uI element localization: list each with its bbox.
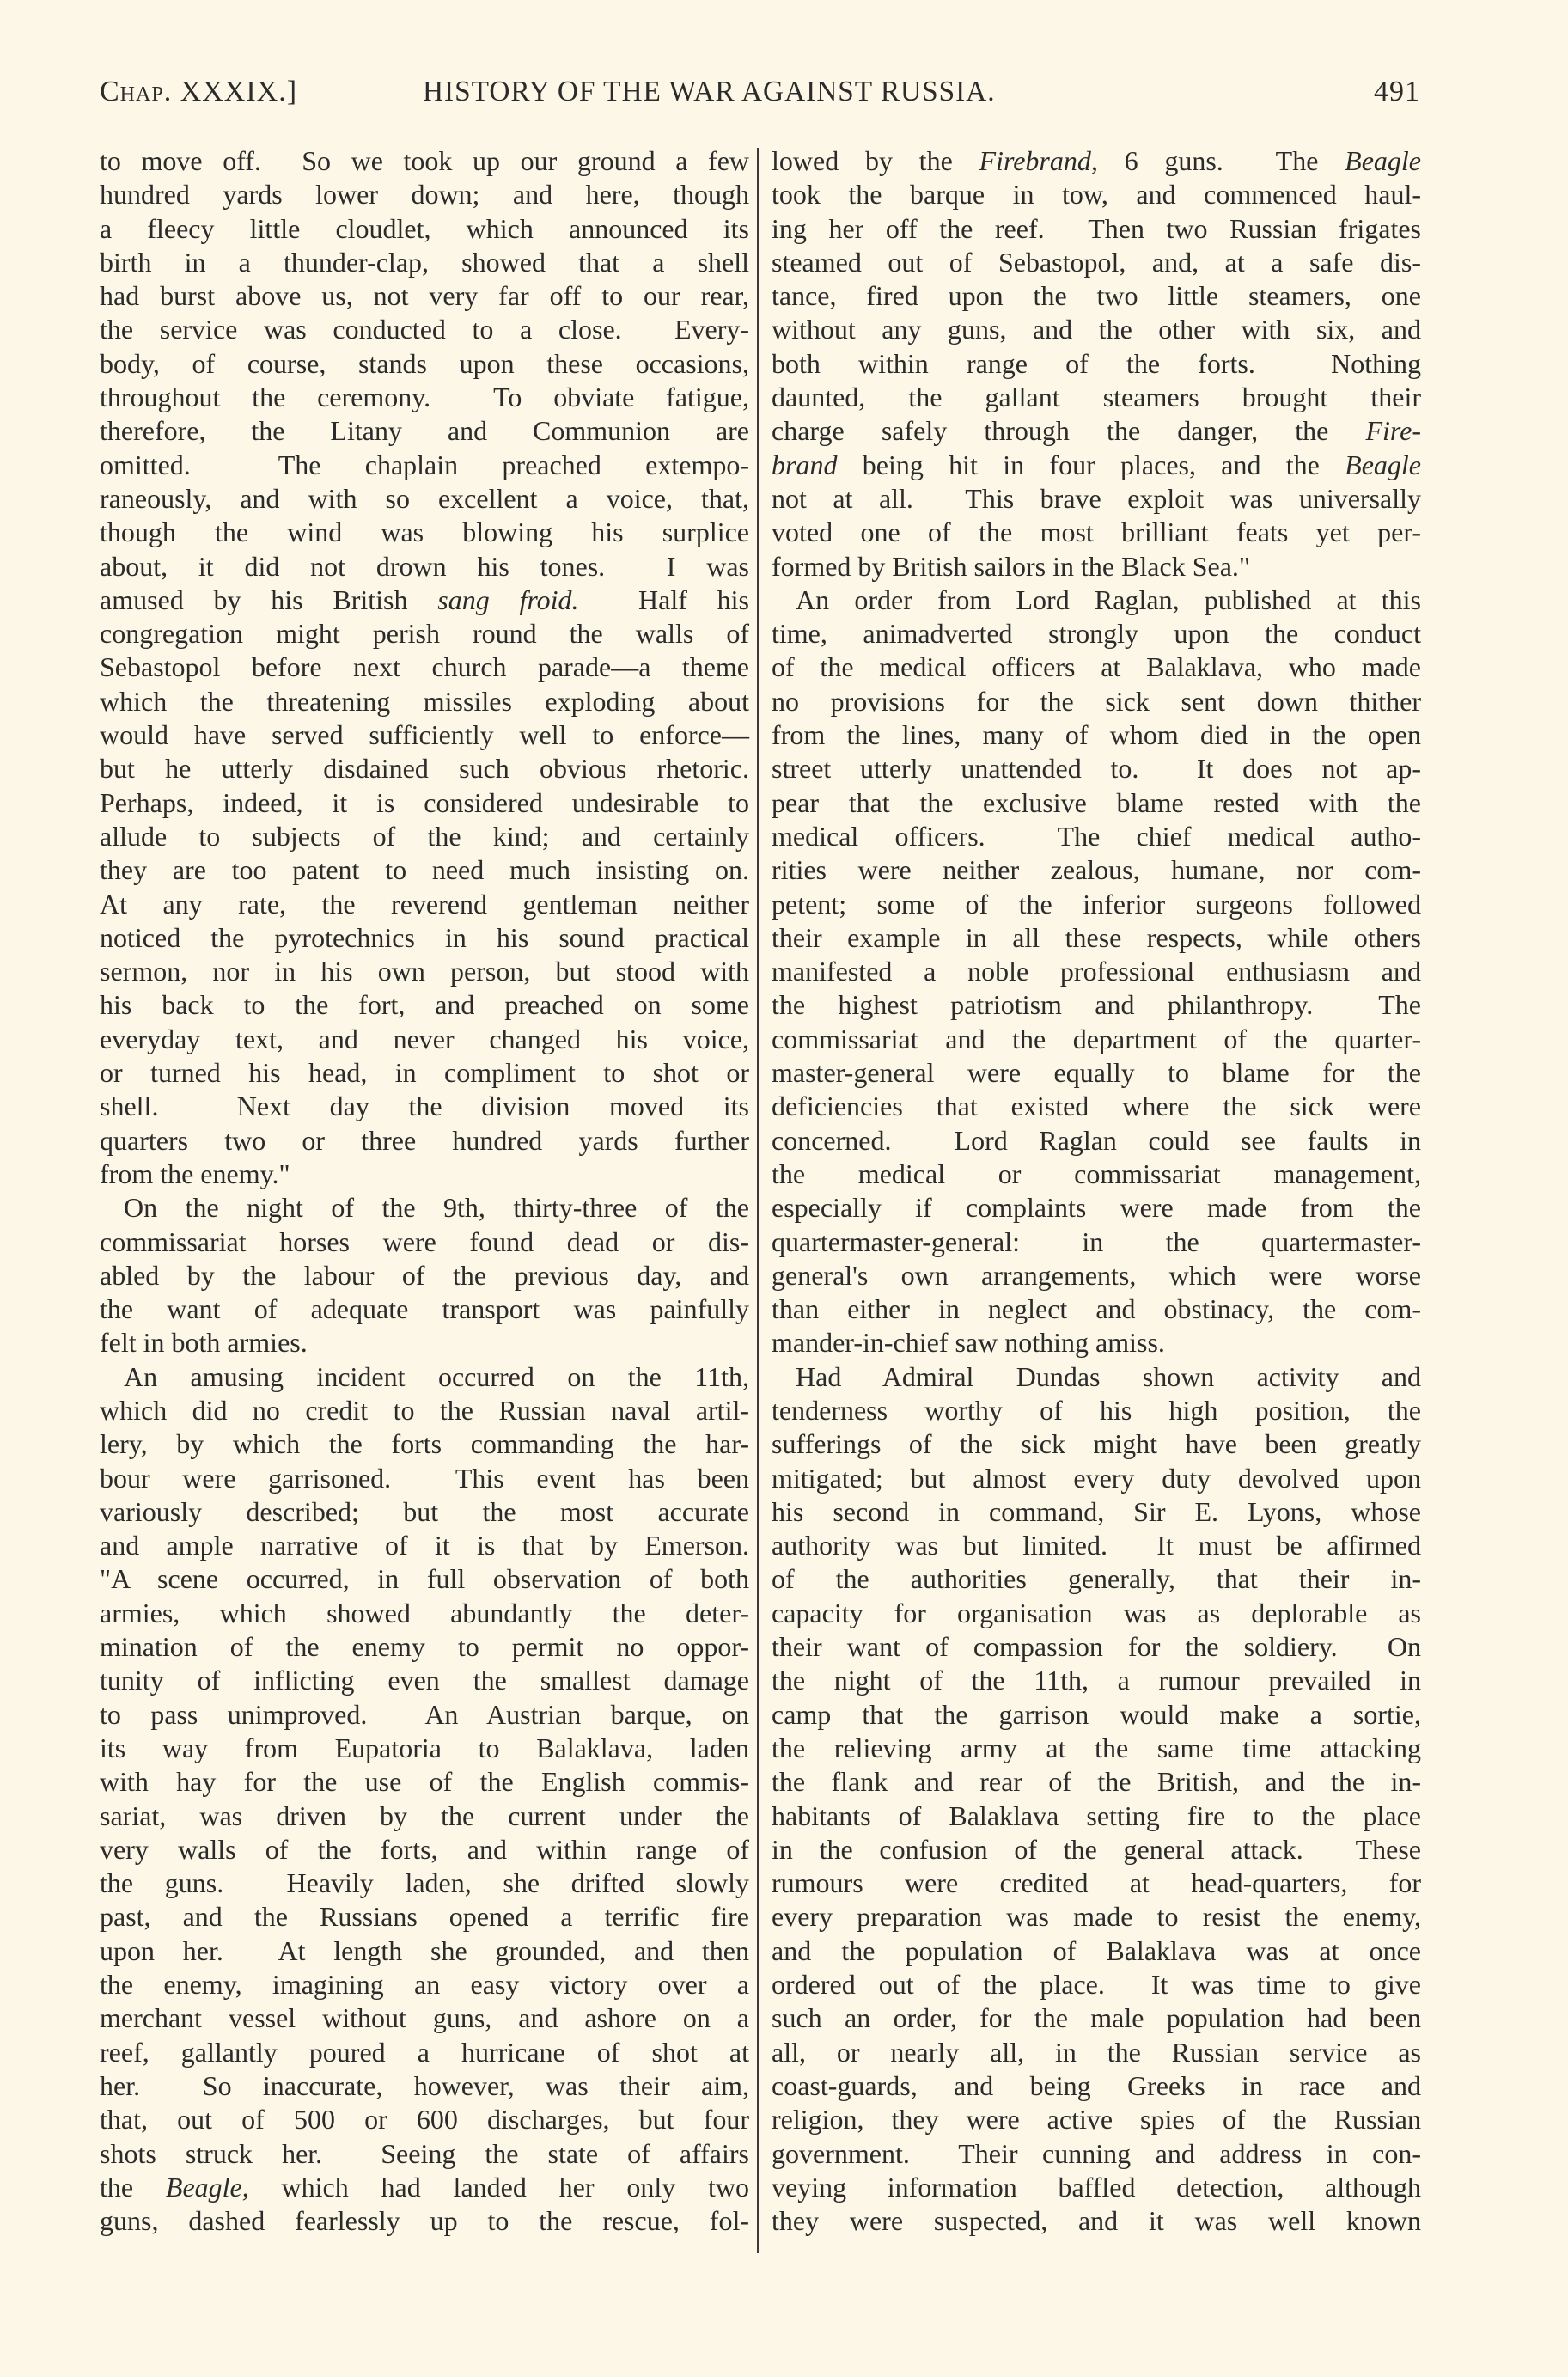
text-line: upon her. At length she grounded, and then (100, 1934, 749, 1966)
text-line: charge safely through the danger, the Fire- (772, 415, 1421, 447)
text-line: such an order, for the male population had been (772, 2002, 1421, 2034)
text-line: a fleecy little cloudlet, which announced its (100, 212, 749, 244)
text-line: would have served sufficiently well to enforce— (100, 719, 749, 751)
text-line: deficiencies that existed where the sick were (772, 1091, 1421, 1122)
text-line: shell. Next day the division moved its (100, 1091, 749, 1122)
text-line: guns, dashed fearlessly up to the rescue, fol- (100, 2205, 749, 2237)
text-line: government. Their cunning and address in con- (772, 2137, 1421, 2169)
text-line: authority was but limited. It must be affirmed (772, 1530, 1421, 1561)
running-head-chapter: Chap. XXXIX.] (100, 76, 298, 107)
text-line: all, or nearly all, in the Russian service as (772, 2036, 1421, 2068)
right-column (772, 144, 1421, 2238)
text-line: that, out of 500 or 600 discharges, but four (100, 2104, 749, 2136)
text-line: hundred yards lower down; and here, though (100, 179, 749, 211)
text-line: not at all. This brave exploit was universally (772, 482, 1421, 514)
text-line: ing her off the reef. Then two Russian frigates (772, 212, 1421, 244)
text-line: body, of course, stands upon these occasions, (100, 347, 749, 379)
text-line: though the wind was blowing his surplice (100, 516, 749, 548)
text-line: Sebastopol before next church parade—a theme (100, 651, 749, 683)
text-line: or turned his head, in compliment to shot or (100, 1057, 749, 1089)
text-line: bour were garrisoned. This event has been (100, 1462, 749, 1494)
text-line: On the night of the 9th, thirty-three of the (124, 1192, 749, 1224)
text-line: shots struck her. Seeing the state of affairs (100, 2137, 749, 2169)
italic-text: Beagle (1345, 145, 1421, 176)
text-line: amused by his British sang froid. Half his (100, 584, 750, 615)
text-line: lowed by the Firebrand, 6 guns. The Beagle (772, 145, 1421, 176)
text-line: the highest patriotism and philanthropy. The (772, 989, 1421, 1021)
text-line: past, and the Russians opened a terrific fire (100, 1901, 749, 1933)
text-line: to move off. So we took up our ground a few (100, 145, 749, 176)
text-line: every preparation was made to resist the enemy, (772, 1901, 1421, 1933)
text-line: took the barque in tow, and commenced haul- (772, 179, 1421, 211)
text-line: tunity of inflicting even the smallest damage (100, 1665, 749, 1696)
text-line: steamed out of Sebastopol, and, at a safe dis- (772, 246, 1421, 278)
left-column (100, 144, 749, 2238)
text-line: to pass unimproved. An Austrian barque, on (100, 1698, 749, 1730)
text-line: the flank and rear of the British, and the in- (772, 1766, 1421, 1798)
italic-text: Beagle, (165, 2171, 249, 2203)
text-line: concerned. Lord Raglan could see faults in (772, 1124, 1421, 1156)
text-line: street utterly unattended to. It does not ap- (772, 753, 1421, 785)
text-line: and ample narrative of it is that by Emerson. (100, 1530, 749, 1561)
italic-text: brand (772, 449, 838, 480)
text-line: mination of the enemy to permit no oppor- (100, 1631, 749, 1663)
text-line: had burst above us, not very far off to our rear, (100, 280, 749, 312)
text-line: which the threatening missiles exploding about (100, 685, 749, 717)
text-line: they are too patent to need much insisting on. (100, 854, 749, 886)
text-line: no provisions for the sick sent down thither (772, 685, 1421, 717)
text-line: the night of the 11th, a rumour prevailed in (772, 1665, 1421, 1696)
text-line: tance, fired upon the two little steamers, one (772, 280, 1421, 312)
text-line: the want of adequate transport was painfully (100, 1293, 749, 1325)
text-line: camp that the garrison would make a sortie, (772, 1698, 1421, 1730)
text-line: quarters two or three hundred yards further (100, 1124, 749, 1156)
text-line: An order from Lord Raglan, published at this (796, 584, 1421, 615)
text-line: her. So inaccurate, however, was their aim, (100, 2069, 749, 2101)
text-line: tenderness worthy of his high position, the (772, 1394, 1421, 1426)
text-line: the enemy, imagining an easy victory over a (100, 1969, 749, 2001)
text-line: pear that the exclusive blame rested with the (772, 786, 1421, 818)
text-line: both within range of the forts. Nothing (772, 347, 1421, 379)
text-line: general's own arrangements, which were worse (772, 1259, 1421, 1291)
text-line: noticed the pyrotechnics in his sound practical (100, 921, 749, 953)
text-line: time, animadverted strongly upon the conduct (772, 618, 1421, 650)
text-line: commissariat horses were found dead or dis- (100, 1225, 749, 1257)
text-line: the relieving army at the same time attacking (772, 1732, 1421, 1763)
italic-text: Firebrand, (979, 145, 1098, 176)
text-line: mander-in-chief saw nothing amiss. (772, 1327, 1165, 1359)
text-line: commissariat and the department of the quarter- (772, 1023, 1421, 1054)
text-line: variously described; but the most accurate (100, 1495, 749, 1527)
text-line: sariat, was driven by the current under the (100, 1800, 749, 1831)
text-line: than either in neglect and obstinacy, the com- (772, 1293, 1421, 1325)
text-line: but he utterly disdained such obvious rhetoric. (100, 753, 749, 785)
text-line: habitants of Balaklava setting fire to the place (772, 1800, 1421, 1831)
text-line: Had Admiral Dundas shown activity and (796, 1360, 1421, 1392)
text-line: congregation might perish round the walls of (100, 618, 749, 650)
text-line: with hay for the use of the English commis- (100, 1766, 749, 1798)
text-line: mitigated; but almost every duty devolved upon (772, 1462, 1421, 1494)
text-line: voted one of the most brilliant feats yet per- (772, 516, 1421, 548)
text-line: omitted. The chaplain preached extempo- (100, 449, 749, 480)
text-line: veying information baffled detection, although (772, 2171, 1421, 2203)
text-line: abled by the labour of the previous day, and (100, 1259, 749, 1291)
text-line: rumours were credited at head-quarters, for (772, 1867, 1421, 1899)
text-line: especially if complaints were made from the (772, 1192, 1421, 1224)
text-line: master-general were equally to blame for the (772, 1057, 1421, 1089)
text-line: the Beagle, which had landed her only two (100, 2171, 750, 2203)
text-line: throughout the ceremony. To obviate fatigue, (100, 382, 749, 413)
text-line: Perhaps, indeed, it is considered undesirable to (100, 786, 749, 818)
text-line: medical officers. The chief medical autho- (772, 820, 1421, 852)
text-line: they were suspected, and it was well known (772, 2205, 1421, 2237)
italic-text: sang froid. (437, 584, 579, 615)
text-line: lery, by which the forts commanding the har- (100, 1428, 749, 1460)
text-line: manifested a noble professional enthusiasm and (772, 956, 1421, 987)
text-line: its way from Eupatoria to Balaklava, laden (100, 1732, 749, 1763)
text-line: very walls of the forts, and within range of (100, 1833, 749, 1865)
column-divider-rule (757, 148, 759, 2253)
text-line: and the population of Balaklava was at once (772, 1934, 1421, 1966)
text-line: the service was conducted to a close. Every- (100, 314, 749, 345)
text-line: merchant vessel without guns, and ashore on a (100, 2002, 749, 2034)
text-line: his second in command, Sir E. Lyons, whose (772, 1495, 1421, 1527)
italic-text: Fire- (1365, 415, 1421, 447)
text-line: daunted, the gallant steamers brought their (772, 382, 1421, 413)
text-line: armies, which showed abundantly the deter- (100, 1597, 749, 1628)
running-head-title: HISTORY OF THE WAR AGAINST RUSSIA. (423, 76, 996, 107)
text-line: ordered out of the place. It was time to give (772, 1969, 1421, 2001)
text-line: An amusing incident occurred on the 11th, (124, 1360, 749, 1392)
text-line: felt in both armies. (100, 1327, 308, 1359)
text-line: religion, they were active spies of the Russian (772, 2104, 1421, 2136)
text-line: their example in all these respects, while others (772, 921, 1421, 953)
text-line: without any guns, and the other with six, and (772, 314, 1421, 345)
text-line: capacity for organisation was as deplorable as (772, 1597, 1421, 1628)
text-line: of the authorities generally, that their in- (772, 1563, 1421, 1595)
text-line: "A scene occurred, in full observation of both (100, 1563, 749, 1595)
text-line: everyday text, and never changed his voice, (100, 1023, 749, 1054)
text-line: the guns. Heavily laden, she drifted slowly (100, 1867, 749, 1899)
text-line: formed by British sailors in the Black Sea." (772, 550, 1250, 582)
text-line: from the enemy." (100, 1158, 290, 1189)
text-line: of the medical officers at Balaklava, who made (772, 651, 1421, 683)
text-line: quartermaster-general: in the quartermaster- (772, 1225, 1421, 1257)
text-line: reef, gallantly poured a hurricane of shot at (100, 2036, 749, 2068)
text-line: allude to subjects of the kind; and certainly (100, 820, 749, 852)
text-line: sufferings of the sick might have been greatly (772, 1428, 1421, 1460)
text-line: their want of compassion for the soldiery. On (772, 1631, 1421, 1663)
text-line: At any rate, the reverend gentleman neither (100, 888, 749, 920)
text-line: birth in a thunder-clap, showed that a shell (100, 246, 749, 278)
text-line: about, it did not drown his tones. I was (100, 550, 749, 582)
italic-text: Beagle (1345, 449, 1421, 480)
text-line: therefore, the Litany and Communion are (100, 415, 749, 447)
text-line: brand being hit in four places, and the Beagle (772, 449, 1421, 480)
text-line: rities were neither zealous, humane, nor com- (772, 854, 1421, 886)
text-line: in the confusion of the general attack. These (772, 1833, 1421, 1865)
text-line: the medical or commissariat management, (772, 1158, 1421, 1189)
text-line: his back to the fort, and preached on some (100, 989, 749, 1021)
page-number: 491 (1374, 76, 1420, 107)
text-line: coast-guards, and being Greeks in race and (772, 2069, 1421, 2101)
text-line: raneously, and with so excellent a voice, that, (100, 482, 749, 514)
text-line: sermon, nor in his own person, but stood with (100, 956, 749, 987)
text-line: which did no credit to the Russian naval artil- (100, 1394, 749, 1426)
text-line: petent; some of the inferior surgeons followed (772, 888, 1421, 920)
text-line: from the lines, many of whom died in the open (772, 719, 1421, 751)
